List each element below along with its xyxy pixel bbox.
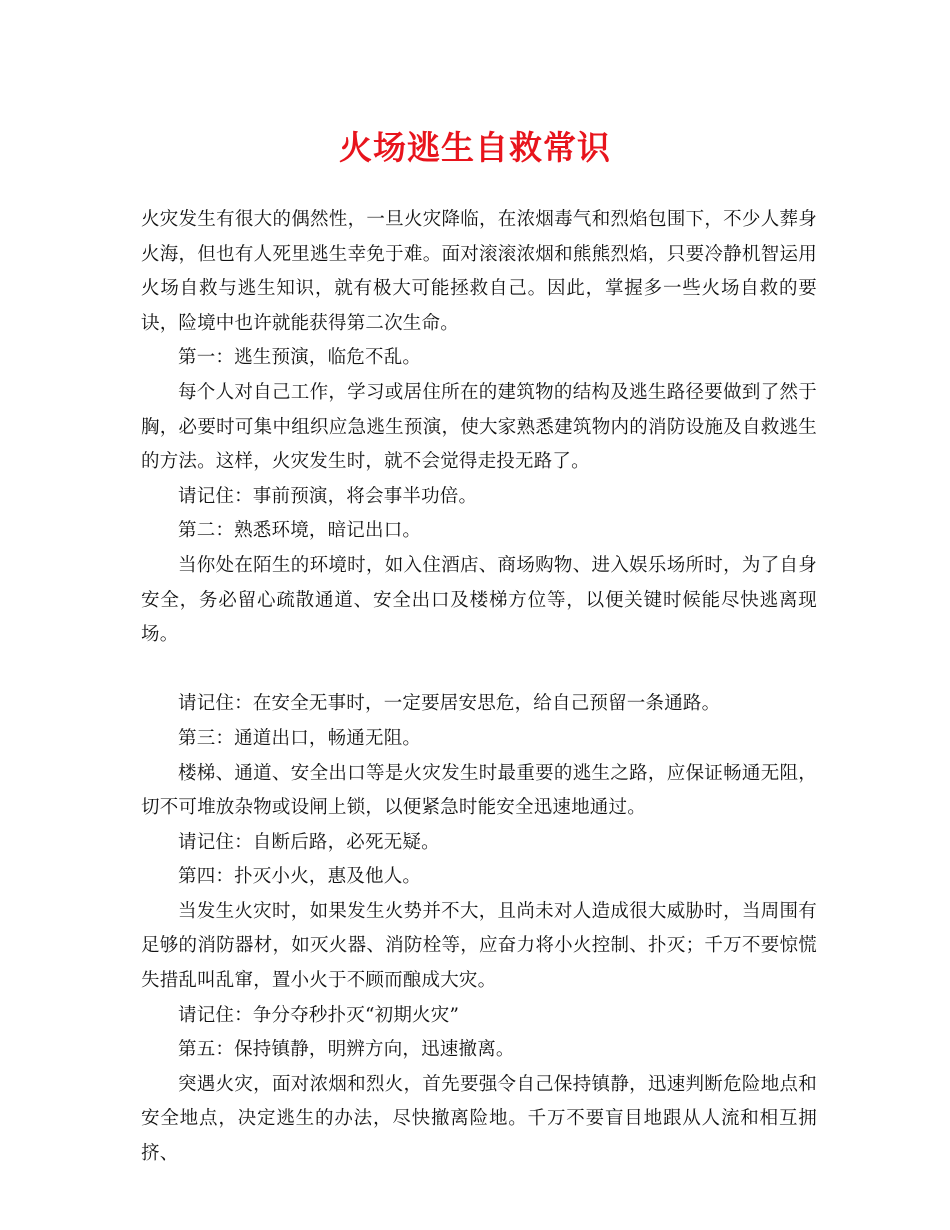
body-paragraph: 当你处在陌生的环境时，如入住酒店、商场购物、进入娱乐场所时，为了自身安全，务必留心疏散通道、安全出口及楼梯方位等，以便关键时候能尽快逃离现场。 — [141, 554, 817, 646]
body-paragraph: 当发生火灾时，如果发生火势并不大，且尚未对人造成很大威胁时，当周围有足够的消防器材，如灭火器、消防栓等，应奋力将小火控制、扑灭；千万不要惊慌失措乱叫乱窜，置小火于不顾而酿成大灾。 — [141, 900, 817, 992]
body-paragraph: 楼梯、通道、安全出口等是火灾发生时最重要的逃生之路，应保证畅通无阻，切不可堆放杂物或设闸上锁，以便紧急时能安全迅速地通过。 — [141, 762, 817, 819]
blank-line — [141, 653, 817, 688]
intro-paragraph: 火灾发生有很大的偶然性，一旦火灾降临，在浓烟毒气和烈焰包围下，不少人葬身火海，但也有人死里逃生幸免于难。面对滚滚浓烟和熊熊烈焰，只要冷静机智运用火场自救与逃生知识，就有极大可能拯救自己。因此，掌握多一些火场自救的要诀，险境中也许就能获得第二次生命。 — [141, 209, 817, 334]
document-title: 火场逃生自救常识 — [339, 128, 611, 167]
section-heading-5: 第五：保持镇静，明辨方向，迅速撤离。 — [178, 1039, 515, 1061]
reminder-line: 请记住：自断后路，必死无疑。 — [178, 831, 440, 853]
reminder-line: 请记住：争分夺秒扑灭“初期火灾” — [178, 1004, 460, 1026]
section-heading-1: 第一：逃生预演，临危不乱。 — [178, 347, 422, 369]
body-paragraph: 突遇火灾，面对浓烟和烈火，首先要强令自己保持镇静，迅速判断危险地点和安全地点，决定逃生的办法，尽快撤离险地。千万不要盲目地跟从人流和相互拥挤、 — [141, 1073, 817, 1165]
reminder-line: 请记住：在安全无事时，一定要居安思危，给自己预留一条通路。 — [178, 693, 721, 715]
body-paragraph: 每个人对自己工作，学习或居住所在的建筑物的结构及逃生路径要做到了然于胸，必要时可集中组织应急逃生预演，使大家熟悉建筑物内的消防设施及自救逃生的方法。这样，火灾发生时，就不会觉得走投无路了。 — [141, 381, 817, 473]
section-heading-3: 第三：通道出口，畅通无阻。 — [178, 727, 422, 749]
reminder-line: 请记住：事前预演，将会事半功倍。 — [178, 485, 478, 507]
document-body — [141, 203, 817, 1172]
section-heading-4: 第四：扑灭小火，惠及他人。 — [178, 866, 422, 888]
section-heading-2: 第二：熟悉环境，暗记出口。 — [178, 520, 422, 542]
